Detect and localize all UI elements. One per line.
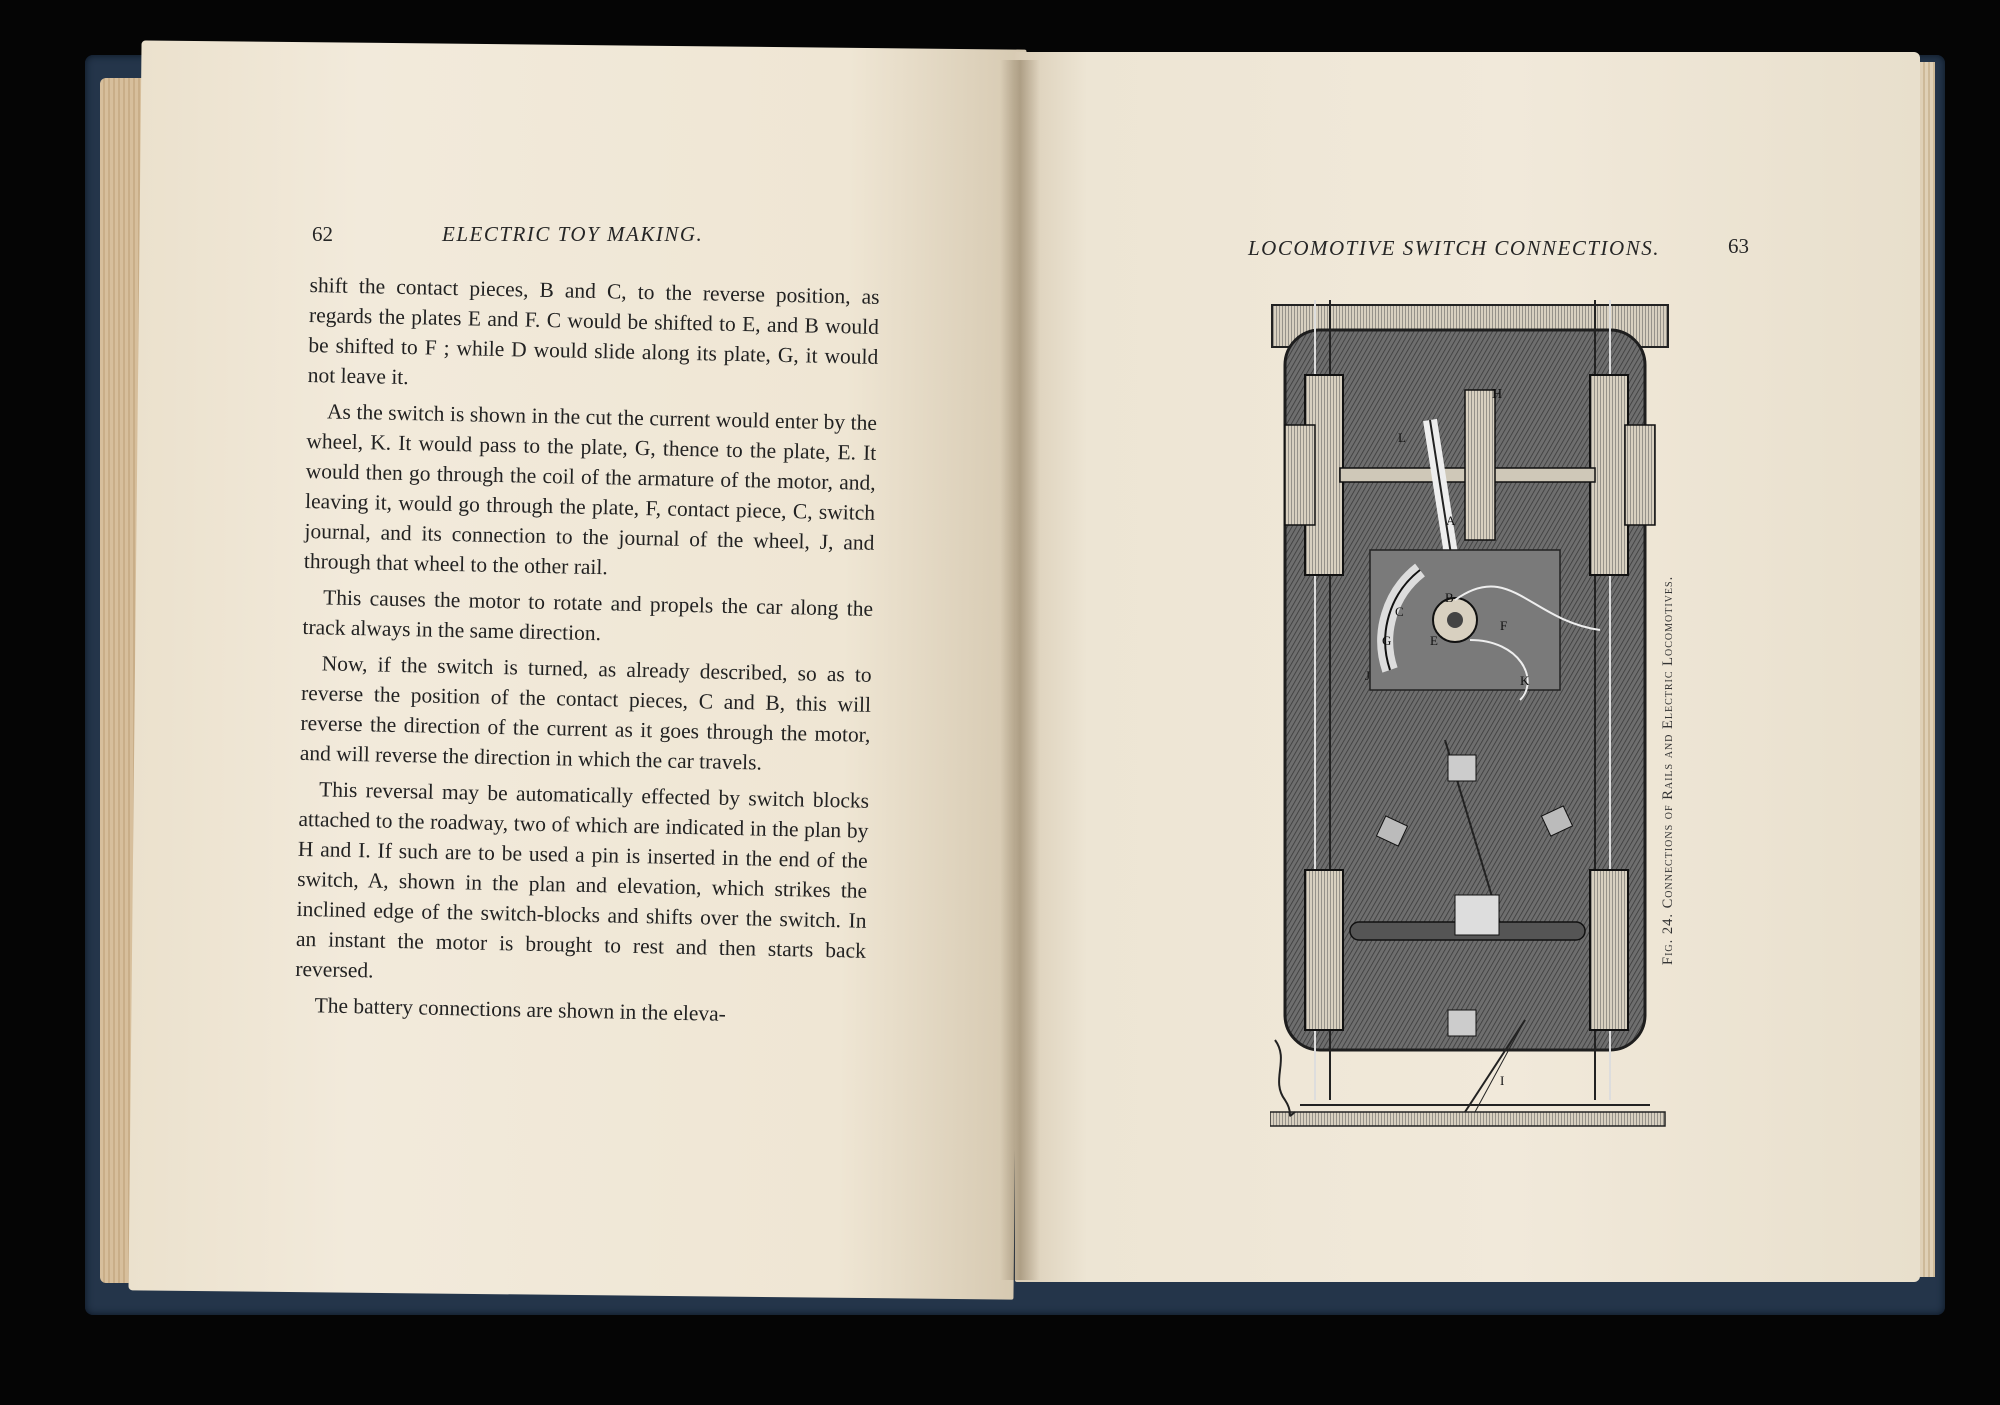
label-h: H [1492,387,1503,402]
label-b: B [1445,590,1454,605]
left-page-text [294,270,880,1038]
label-e: E [1430,633,1438,648]
label-g: G [1382,633,1392,648]
paragraph-1: shift the contact pieces, B and C, to the reverse position, as regards the plates E and F. C would be shifted to E, and B would be shifted to F ; while D would slide along its plate, G, it would not leave it. [307,272,880,390]
paragraph-4: Now, if the switch is turned, as already described, so as to reverse the position of the contact pieces, C and B, this will reverse the direction of the current as it goes through the motor, and will reverse the direction in which the car travels. [299,651,872,775]
book-gutter [1000,60,1040,1280]
paragraph-3: This causes the motor to rotate and propels the car along the track always in the same direction. [302,585,874,646]
left-running-head: ELECTRIC TOY MAKING. [442,222,704,246]
bottom-rail-beam [1270,1112,1665,1126]
figure-caption: Fig. 24. Connections of Rails and Electric Locomotives. [1660,575,1676,965]
label-c: C [1395,604,1404,619]
paragraph-6: The battery connections are shown in the eleva- [314,993,727,1026]
rear-right-wheel [1590,870,1628,1030]
label-j: J [1365,668,1371,683]
label-k: K [1520,673,1530,688]
label-a: A [1446,513,1456,528]
label-i: I [1500,1073,1505,1088]
paragraph-5: This reversal may be automatically effected by switch blocks attached to the roadway, two of which are indicated in the plan by H and I. If such are to be used a pin is inserted in the end of the switch, A, shown in the plan and elevation, which strikes the inclined edge of the switch-blocks and shifts over the switch. In an instant the motor is brought to rest and then starts back reversed. [295,777,870,983]
right-running-head: LOCOMOTIVE SWITCH CONNECTIONS. [1248,236,1660,260]
label-l: L [1398,430,1406,445]
worm-gear [1465,390,1495,540]
right-page-number: 63 [1728,234,1749,258]
paragraph-2: As the switch is shown in the cut the current would enter by the wheel, K. It would pass to the plate, G, thence to the plate, E. It would then go through the coil of the armature of the motor, and, leaving it, would go through the plate, F, contact piece, C, switch journal, and its connection to the journal of the wheel, J, and through that wheel to the other rail. [303,399,878,580]
label-f: F [1500,618,1508,633]
rear-left-wheel [1305,870,1343,1030]
locomotive-plan-figure [1270,300,1670,1130]
left-page-number: 62 [312,222,333,246]
